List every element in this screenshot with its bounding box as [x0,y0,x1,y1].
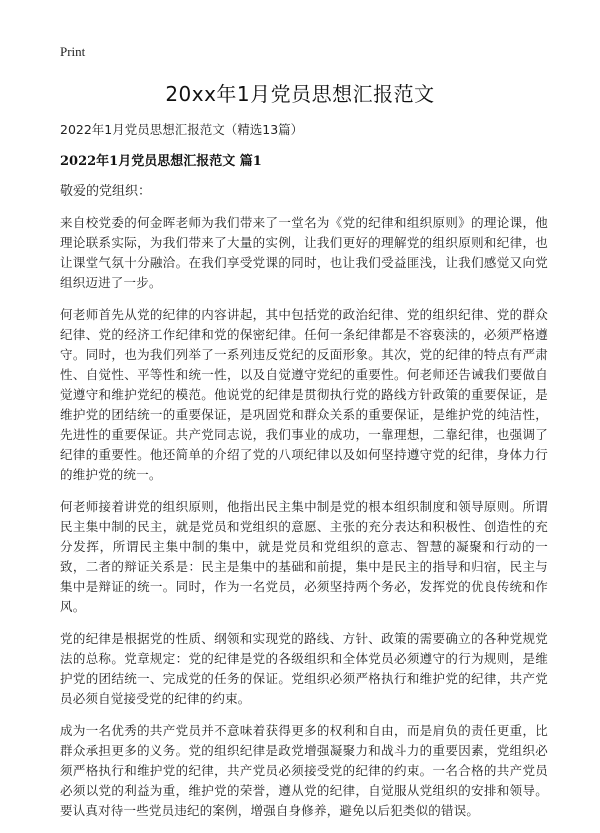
section-heading: 2022年1月党员思想汇报范文 篇1 [60,154,262,169]
paragraph-1: 来自校党委的何金晖老师为我们带来了一堂名为《党的纪律和组织原则》的理论课，他理论联系实际，为我们带来了大量的实例，让我们更好的理解党的组织原则和纪律，也让课堂气氛十分融洽。在我们享受党课的同时，也让我们受益匪浅，让我们感觉又向党组织迈进了一步。 [60,215,548,290]
greeting-line: 敬爱的党组织： [60,184,152,199]
paragraph-3: 何老师接着讲党的组织原则，他指出民主集中制是党的根本组织制度和领导原则。所谓民主集中制的民主，就是党员和党组织的意愿、主张的充分表达和积极性、创造性的充分发挥，所谓民主集中制的集中，就是党员和党组织的意志、智慧的凝聚和行动的一致，二者的辩证关系是：民主是集中的基础和前提，集中是民主的指导和归宿，民主与集中是辩证的统一。同时，作为一名党员，必须坚持两个务必，发挥党的优良传统和作风。 [60,499,548,614]
paragraph-2: 何老师首先从党的纪律的内容讲起，其中包括党的政治纪律、党的组织纪律、党的群众纪律、党的经济工作纪律和党的保密纪律。任何一条纪律都是不容亵渎的，必须严格遵守。同时，也为我们列举了一系列违反党纪的反面形象。其次，党的纪律的特点有严肃性、自觉性、平等性和统一性，以及自觉遵守党纪的重要性。何老师还告诫我们要做自觉遵守和维护党纪的模范。他说党的纪律是贯彻执行党的路线方针政策的重要保证，是维护党的团结统一的重要保证，是巩固党和群众关系的重要保证，是维护党的纯洁性，先进性的重要保证。共产党同志说，我们事业的成功，一靠理想，二靠纪律，也强调了纪律的重要性。他还简单的介绍了党的八项纪律以及如何坚持遵守党的纪律，身体力行的维护党的统一。 [60,307,548,482]
body-text [60,213,548,833]
page-title: 20xx年1月党员思想汇报范文 [165,82,435,106]
paragraph-5: 成为一名优秀的共产党员并不意味着获得更多的权利和自由，而是肩负的责任更重，比群众承担更多的义务。党的组织纪律是政党增强凝聚力和战斗力的重要因素，党组织必须严格执行和维护党的纪律，共产党员必须接受党的纪律的约束。一名合格的共产党员必须以党的利益为重，维护党的荣誉，遵从党的纪律，自觉服从党组织的安排和领导。要认真对待一些党员违纪的案例，增强自身修养，避免以后犯类似的错误。 [60,723,548,818]
document-subtitle: 2022年1月党员思想汇报范文（精选13篇） [60,122,304,137]
print-label[interactable]: Print [60,44,86,59]
paragraph-4: 党的纪律是根据党的性质、纲领和实现党的路线、方针、政策的需要确立的各种党规党法的总称。党章规定：党的纪律是党的各级组织和全体党员必须遵守的行为规则，是维护党的团结统一、完成党的任务的保证。党组织必须严格执行和维护党的纪律，共产党员必须自觉接受党的纪律的约束。 [60,631,548,706]
